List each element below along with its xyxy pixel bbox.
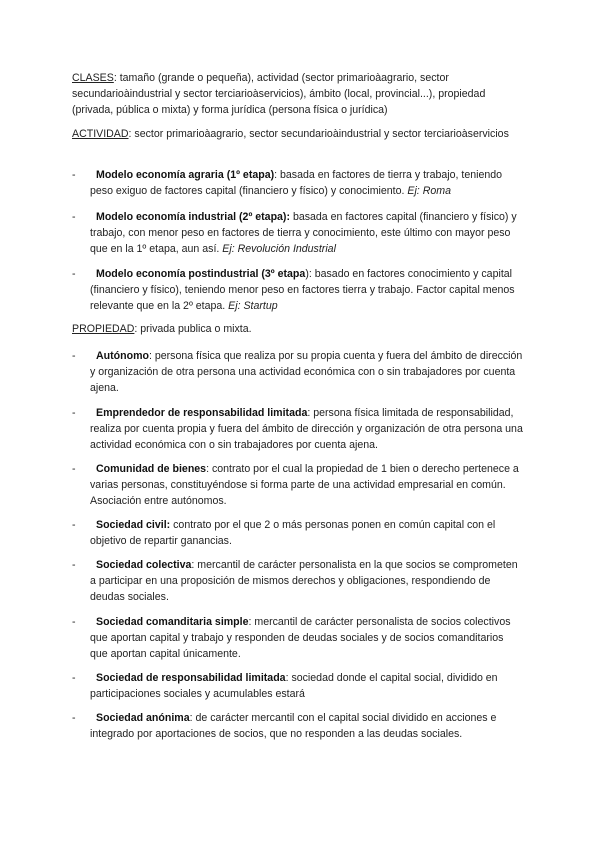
item-text: : de carácter mercantil con el capital social dividido en acciones e integrado por aportaciones de socios, que no responden a las deudas sociales.	[90, 712, 497, 740]
item-example: Ej: Revolución Industrial	[222, 243, 336, 255]
item-title: Modelo economía agraria (1º etapa)	[96, 169, 275, 181]
bullet-dash: -	[72, 169, 76, 181]
bullet-dash: -	[72, 616, 76, 628]
item-title: Autónomo	[96, 350, 149, 362]
item-title: Sociedad civil:	[96, 519, 171, 531]
item-text: : mercantil de carácter personalista de socios colectivos que aportan capital y trabajo y responden de deudas sociales y de socios comanditarios que aportan capital únicamente.	[90, 616, 511, 660]
actividad-paragraph	[72, 126, 524, 142]
item-title: Emprendedor de responsabilidad limitada	[96, 407, 308, 419]
actividad-text: : sector primarioàagrario, sector secundarioàindustrial y sector terciarioàservicios	[128, 128, 509, 140]
bullet-dash: -	[72, 672, 76, 684]
item-text: basada en factores capital (financiero y físico) y trabajo, con menor peso en factores de tierra y conocimiento, este último con mayor peso que en la 1º etapa, aun así.	[90, 211, 517, 255]
item-text: : sociedad donde el capital social, dividido en participaciones sociales y acumulables estará	[90, 672, 498, 700]
item-example: Ej: Startup	[228, 300, 278, 312]
propiedad-text: : privada publica o mixta.	[134, 323, 252, 335]
item-title: Comunidad de bienes	[96, 463, 207, 475]
item-title: Sociedad de responsabilidad limitada	[96, 672, 286, 684]
actividad-heading: ACTIVIDAD	[72, 128, 129, 140]
clases-heading: CLASES	[72, 72, 114, 84]
bullet-dash: -	[72, 211, 76, 223]
bullet-dash: -	[72, 712, 76, 724]
item-title: Modelo economía industrial (2º etapa):	[96, 211, 290, 223]
item-text: : contrato por el cual la propiedad de 1 bien o derecho pertenece a varias personas, constituyéndose si forma parte de una actividad empresarial en común. Asociación entre autónomos.	[90, 463, 519, 507]
item-text: ): basado en factores conocimiento y capital (financiero y físico), teniendo menor peso en factores tierra y trabajo. Factor capital menos relevante que en la 2º etapa.	[90, 268, 515, 312]
bullet-dash: -	[72, 407, 76, 419]
item-text: : basada en factores de tierra y trabajo, teniendo peso exiguo de factores capital (financiero y físico) y conocimiento.	[90, 169, 503, 197]
item-title: Sociedad anónima	[96, 712, 190, 724]
bullet-dash: -	[72, 559, 76, 571]
propiedad-heading: PROPIEDAD	[72, 323, 135, 335]
bullet-dash: -	[72, 350, 76, 362]
bullet-dash: -	[72, 519, 76, 531]
item-title: Sociedad colectiva	[96, 559, 192, 571]
propiedad-paragraph	[72, 321, 524, 337]
bullet-dash: -	[72, 463, 76, 475]
item-title: Modelo economía postindustrial (3º etapa	[96, 268, 306, 280]
item-text: : persona física limitada de responsabilidad, realiza por cuenta propia y fuera del ámbito de dirección y organización de otra persona una actividad económica con o sin trabajadores por cuenta ajena.	[90, 407, 523, 451]
clases-text: : tamaño (grande o pequeña), actividad (sector primarioàagrario, sector secundarioàindustrial y sector terciarioàservicios), ámbito (local, provincial...), propiedad (privada, pública o mixta) y forma jurídica (persona física o jurídica)	[72, 72, 486, 116]
item-example: Ej: Roma	[407, 185, 451, 197]
item-text: contrato por el que 2 o más personas ponen en común capital con el objetivo de repartir ganancias.	[90, 519, 496, 547]
item-text: : mercantil de carácter personalista en la que socios se comprometen a participar en una proposición de mismos derechos y obligaciones, respondiendo de deudas sociales.	[90, 559, 518, 603]
item-title: Sociedad comanditaria simple	[96, 616, 249, 628]
clases-paragraph	[72, 70, 524, 118]
item-text: : persona física que realiza por su propia cuenta y fuera del ámbito de dirección y organización de otra persona una actividad económica con o sin trabajadores por cuenta ajena.	[90, 350, 523, 394]
bullet-dash: -	[72, 268, 76, 280]
